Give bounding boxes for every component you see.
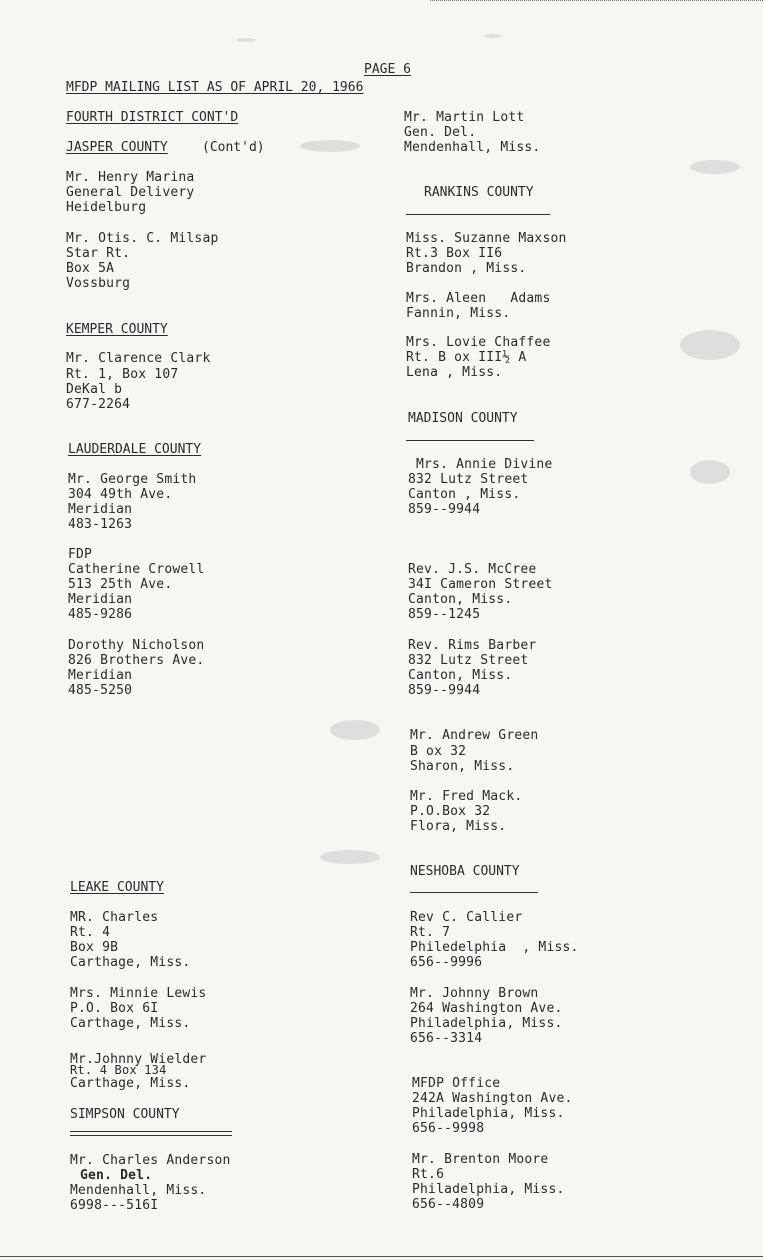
- right-top-entry-line: Mr. Martin Lott: [404, 110, 525, 125]
- jasper-entry-line: Mr. Henry Marina: [66, 170, 195, 185]
- madison-entry-line: Rev. Rims Barber: [408, 638, 537, 653]
- page-number: PAGE 6: [364, 62, 411, 77]
- neshoba-entry-line: Mr. Johnny Brown: [410, 986, 539, 1001]
- bottom-edge-line: [0, 1256, 763, 1257]
- neshoba-entry-line: 656--9996: [410, 955, 483, 970]
- simpson-heading-rule: [70, 1135, 232, 1136]
- neshoba-entry-line: 656--9998: [412, 1121, 485, 1136]
- scan-mark: [690, 160, 740, 174]
- simpson-entry-line: Gen. Del.: [80, 1168, 153, 1183]
- neshoba-entry-line: Philadelphia, Miss.: [410, 1016, 563, 1031]
- lauderdale-entry-line: Catherine Crowell: [68, 562, 205, 577]
- lauderdale-entry-line: 483-1263: [68, 517, 133, 532]
- lauderdale-entry-line: Mr. George Smith: [68, 472, 197, 487]
- kemper-entry-line: Mr. Clarence Clark: [66, 351, 211, 366]
- scan-mark: [484, 34, 502, 38]
- scan-mark: [236, 38, 256, 42]
- madison-entry-line: Flora, Miss.: [410, 819, 507, 834]
- neshoba-entry-line: 242A Washington Ave.: [412, 1091, 573, 1106]
- madison-entry-line: Mrs. Annie Divine: [416, 457, 553, 472]
- leake-entry-line: Mrs. Minnie Lewis: [70, 986, 207, 1001]
- neshoba-entry-line: MFDP Office: [412, 1076, 501, 1091]
- lauderdale-entry-line: 304 49th Ave.: [68, 487, 173, 502]
- lauderdale-entry-line: Meridian: [68, 592, 133, 607]
- simpson-entry-line: Mr. Charles Anderson: [70, 1153, 231, 1168]
- rankins-entry-line: Mrs. Lovie Chaffee: [406, 335, 551, 350]
- district-heading: FOURTH DISTRICT CONT'D: [66, 110, 239, 125]
- rankins-entry-line: Brandon , Miss.: [406, 261, 527, 276]
- madison-entry-line: 832 Lutz Street: [408, 472, 529, 487]
- madison-entry-line: 34I Cameron Street: [408, 577, 553, 592]
- lauderdale-entry-line: Meridian: [68, 668, 133, 683]
- scan-mark: [330, 720, 380, 740]
- scan-mark: [320, 850, 380, 864]
- madison-entry-line: Mr. Fred Mack.: [410, 789, 523, 804]
- top-edge-dots: [430, 0, 763, 4]
- neshoba-county-heading: NESHOBA COUNTY: [410, 864, 520, 879]
- simpson-entry-line: 6998---516I: [70, 1198, 159, 1213]
- rankins-entry-line: Rt.3 Box II6: [406, 246, 503, 261]
- madison-heading-rule: [406, 440, 534, 441]
- lauderdale-entry-line: 826 Brothers Ave.: [68, 653, 205, 668]
- lauderdale-entry-line: 485-9286: [68, 607, 133, 622]
- rankins-entry-line: Miss. Suzanne Maxson: [406, 231, 567, 246]
- jasper-contd-label: (Cont'd): [202, 140, 265, 155]
- jasper-entry-line: Box 5A: [66, 261, 115, 276]
- leake-entry-line: Carthage, Miss.: [70, 955, 191, 970]
- rankins-entry-line: Rt. B ox III½ A: [406, 350, 527, 365]
- lauderdale-entry-line: Dorothy Nicholson: [68, 638, 205, 653]
- lauderdale-entry-line: 513 25th Ave.: [68, 577, 173, 592]
- neshoba-entry-line: 656--3314: [410, 1031, 483, 1046]
- madison-county-heading: MADISON COUNTY: [408, 411, 518, 426]
- madison-entry-line: 859--1245: [408, 607, 481, 622]
- leake-entry-line: P.O. Box 6I: [70, 1001, 159, 1016]
- madison-entry-line: Rev. J.S. McCree: [408, 562, 537, 577]
- scan-mark: [300, 140, 360, 152]
- madison-entry-line: Canton , Miss.: [408, 487, 521, 502]
- madison-entry-line: 859--9944: [408, 502, 481, 517]
- madison-entry-line: P.O.Box 32: [410, 804, 491, 819]
- jasper-entry-line: Heidelburg: [66, 200, 147, 215]
- jasper-entry-line: Star Rt.: [66, 246, 131, 261]
- kemper-county-heading: KEMPER COUNTY: [66, 322, 168, 337]
- leake-entry-line: Rt. 4 Box 134: [70, 1063, 167, 1077]
- leake-entry-line: Rt. 4: [70, 925, 111, 940]
- jasper-entry-line: Vossburg: [66, 276, 131, 291]
- madison-entry-line: Sharon, Miss.: [410, 759, 515, 774]
- lauderdale-entry-line: Meridian: [68, 502, 133, 517]
- kemper-entry-line: 677-2264: [66, 397, 131, 412]
- neshoba-entry-line: Rev C. Callier: [410, 910, 523, 925]
- simpson-entry-line: Mendenhall, Miss.: [70, 1183, 207, 1198]
- lauderdale-entry-line: FDP: [68, 547, 93, 562]
- leake-county-heading: LEAKE COUNTY: [70, 880, 164, 895]
- simpson-heading-rule: [70, 1131, 232, 1132]
- right-top-entry-line: Gen. Del.: [404, 125, 477, 140]
- leake-entry-line: Mr.Johnny Wielder: [70, 1052, 207, 1067]
- neshoba-entry-line: 656--4809: [412, 1197, 485, 1212]
- neshoba-entry-line: Philedelphia , Miss.: [410, 940, 579, 955]
- kemper-entry-line: DeKal b: [66, 382, 123, 397]
- leake-entry-line: Box 9B: [70, 940, 119, 955]
- madison-entry-line: 832 Lutz Street: [408, 653, 529, 668]
- neshoba-entry-line: Mr. Brenton Moore: [412, 1152, 549, 1167]
- neshoba-entry-line: Philadelphia, Miss.: [412, 1106, 565, 1121]
- rankins-entry-line: Mrs. Aleen Adams: [406, 291, 551, 306]
- neshoba-entry-line: Rt.6: [412, 1167, 445, 1182]
- madison-entry-line: Canton, Miss.: [408, 592, 513, 607]
- scan-mark: [680, 330, 740, 360]
- leake-entry-line: Carthage, Miss.: [70, 1076, 191, 1091]
- neshoba-entry-line: Philadelphia, Miss.: [412, 1182, 565, 1197]
- jasper-entry-line: General Delivery: [66, 185, 195, 200]
- madison-entry-line: Mr. Andrew Green: [410, 728, 539, 743]
- leake-entry-line: MR. Charles: [70, 910, 159, 925]
- madison-entry-line: B ox 32: [410, 744, 467, 759]
- leake-entry-line: Carthage, Miss.: [70, 1016, 191, 1031]
- simpson-county-heading: SIMPSON COUNTY: [70, 1107, 180, 1122]
- neshoba-entry-line: 264 Washington Ave.: [410, 1001, 563, 1016]
- rankins-county-heading: RANKINS COUNTY: [424, 185, 534, 200]
- jasper-county-heading: JASPER COUNTY: [66, 140, 168, 155]
- madison-entry-line: Canton, Miss.: [408, 668, 513, 683]
- neshoba-heading-rule: [410, 892, 538, 893]
- right-top-entry-line: Mendenhall, Miss.: [404, 140, 541, 155]
- scan-mark: [690, 460, 730, 484]
- lauderdale-county-heading: LAUDERDALE COUNTY: [68, 442, 202, 457]
- rankins-heading-rule: [406, 214, 550, 215]
- kemper-entry-line: Rt. 1, Box 107: [66, 367, 179, 382]
- jasper-entry-line: Mr. Otis. C. Milsap: [66, 231, 219, 246]
- neshoba-entry-line: Rt. 7: [410, 925, 451, 940]
- rankins-entry-line: Fannin, Miss.: [406, 306, 511, 321]
- rankins-entry-line: Lena , Miss.: [406, 365, 503, 380]
- page-title: MFDP MAILING LIST AS OF APRIL 20, 1966: [66, 80, 364, 95]
- lauderdale-entry-line: 485-5250: [68, 683, 133, 698]
- madison-entry-line: 859--9944: [408, 683, 481, 698]
